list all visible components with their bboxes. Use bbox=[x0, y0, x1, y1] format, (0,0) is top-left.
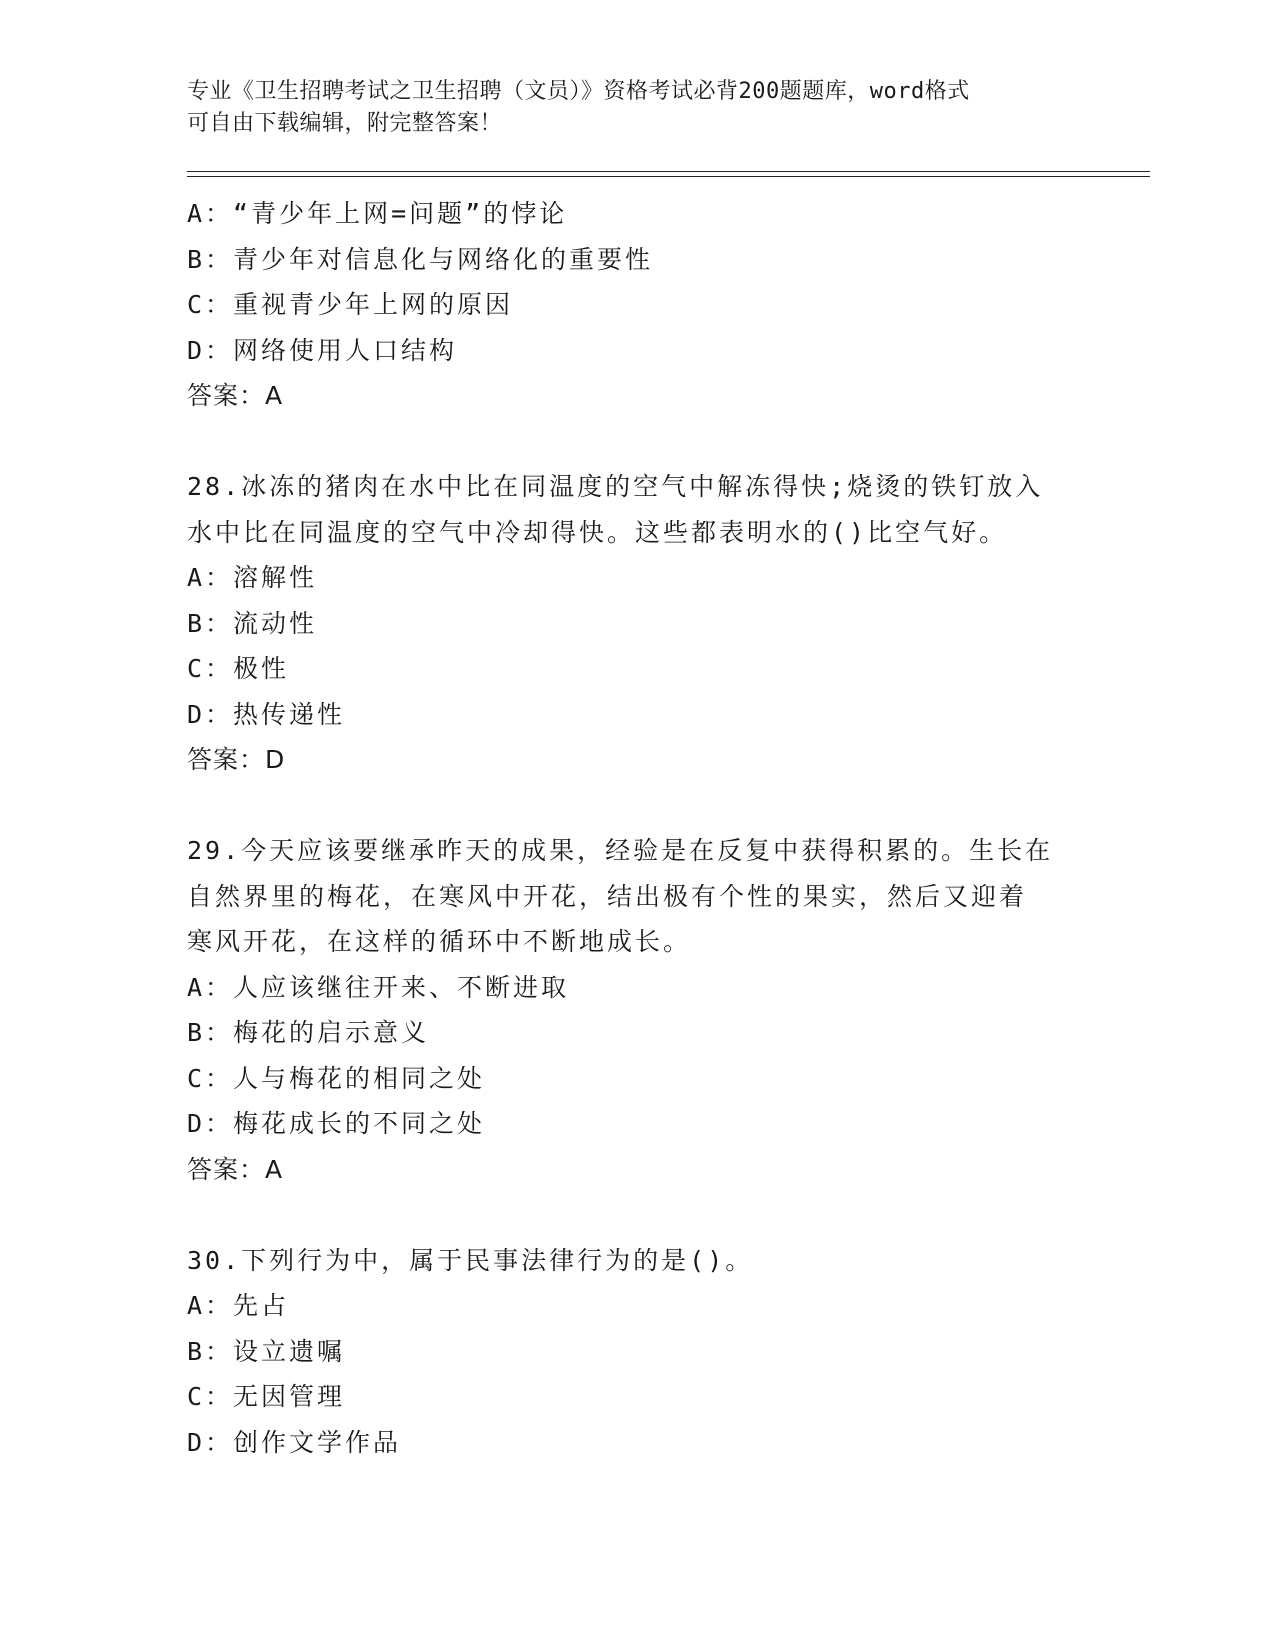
option-c: C：极性 bbox=[187, 654, 290, 683]
option-c: C：人与梅花的相同之处 bbox=[187, 1063, 486, 1093]
option-c: C：无因管理 bbox=[187, 1382, 346, 1411]
question-29 bbox=[187, 828, 1087, 1192]
option-b: B：流动性 bbox=[187, 608, 318, 638]
question-28 bbox=[187, 464, 1087, 783]
option-b: B：设立遗嘱 bbox=[187, 1336, 346, 1366]
question-stem-line: 28.冰冻的猪肉在水中比在同温度的空气中解冻得快;烧烫的铁钉放入 bbox=[187, 472, 1044, 501]
header-rule-bottom bbox=[187, 176, 1150, 177]
document-header bbox=[187, 76, 1087, 140]
question-stem-line: 自然界里的梅花，在寒风中开花，结出极有个性的果实，然后又迎着 bbox=[187, 881, 1028, 911]
answer-label: 答案：A bbox=[187, 381, 284, 410]
spacer bbox=[187, 1192, 1087, 1238]
question-stem-line: 水中比在同温度的空气中冷却得快。这些都表明水的()比空气好。 bbox=[187, 517, 1008, 547]
option-c: C：重视青少年上网的原因 bbox=[187, 290, 514, 319]
header-line-2: 可自由下载编辑，附完整答案！ bbox=[187, 111, 503, 136]
option-d: D：梅花成长的不同之处 bbox=[187, 1109, 486, 1138]
spacer bbox=[187, 419, 1087, 465]
question-list bbox=[187, 191, 1087, 1465]
header-rule-top bbox=[187, 171, 1150, 172]
question-stem-line: 30.下列行为中，属于民事法律行为的是()。 bbox=[187, 1245, 754, 1275]
option-b: B：青少年对信息化与网络化的重要性 bbox=[187, 244, 654, 274]
question-27-tail bbox=[187, 191, 1087, 419]
answer-label: 答案：A bbox=[187, 1154, 284, 1184]
option-b: B：梅花的启示意义 bbox=[187, 1018, 430, 1047]
question-30 bbox=[187, 1238, 1087, 1466]
question-stem-line: 29.今天应该要继承昨天的成果，经验是在反复中获得积累的。生长在 bbox=[187, 836, 1054, 865]
option-a: A：“青少年上网=问题”的悖论 bbox=[187, 199, 568, 228]
header-line-1: 专业《卫生招聘考试之卫生招聘（文员）》资格考试必背200题题库，word格式 bbox=[187, 79, 970, 104]
option-d: D：创作文学作品 bbox=[187, 1427, 402, 1457]
question-stem-line: 寒风开花，在这样的循环中不断地成长。 bbox=[187, 927, 692, 956]
option-a: A：先占 bbox=[187, 1291, 290, 1320]
option-d: D：网络使用人口结构 bbox=[187, 335, 458, 365]
option-a: A：溶解性 bbox=[187, 563, 318, 592]
option-a: A：人应该继往开来、不断进取 bbox=[187, 972, 570, 1002]
spacer bbox=[187, 783, 1087, 829]
option-d: D：热传递性 bbox=[187, 699, 346, 729]
answer-label: 答案：D bbox=[187, 745, 286, 774]
